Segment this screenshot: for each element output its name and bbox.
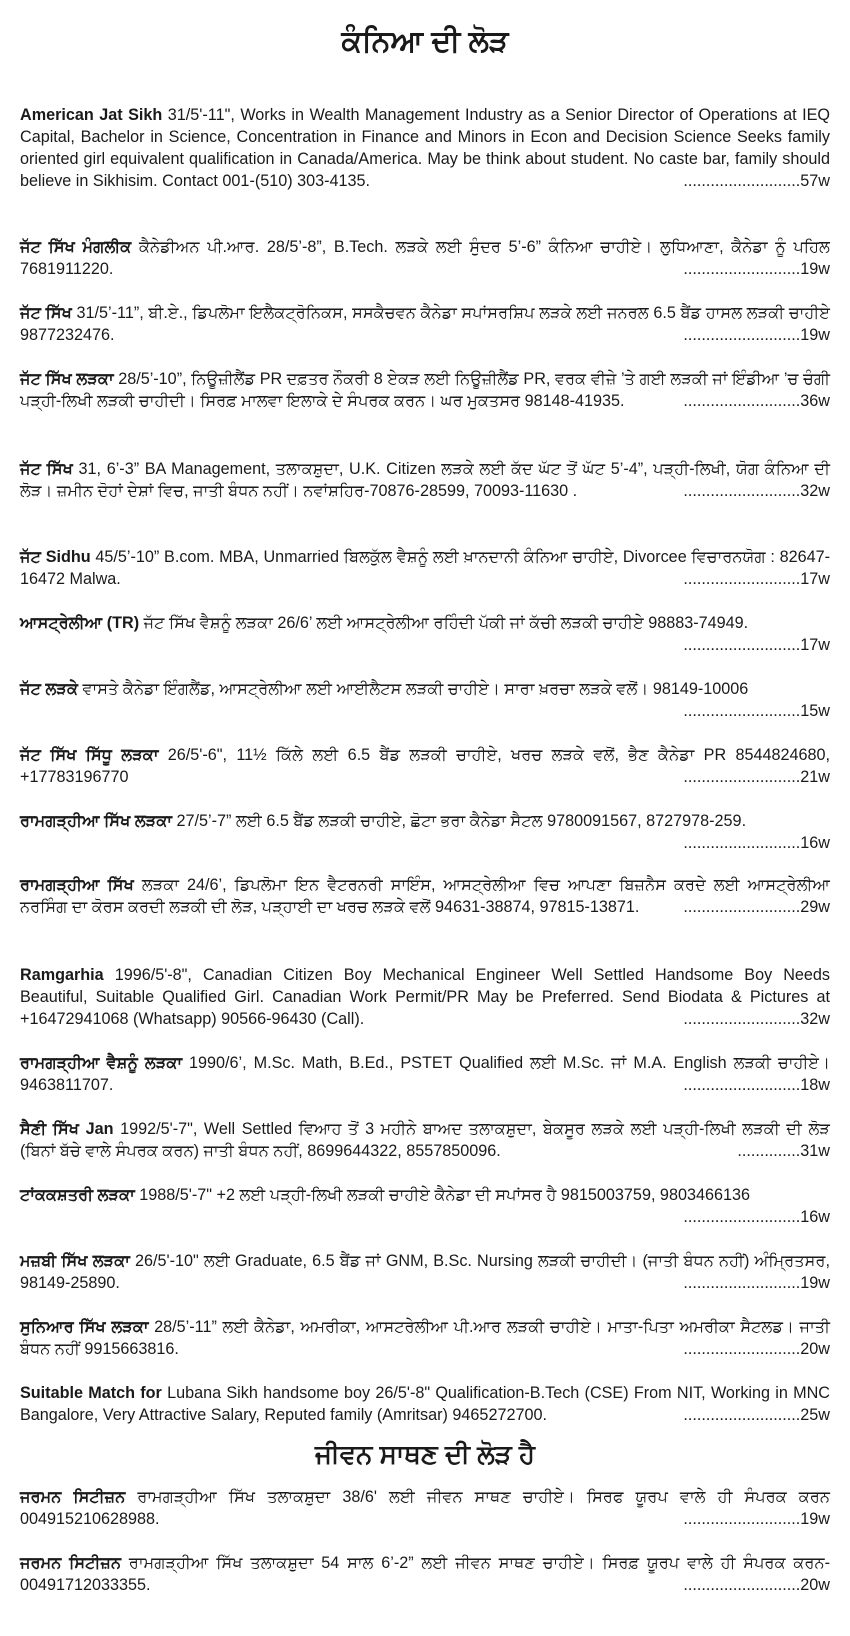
- ad-lead: Ramgarhia: [20, 966, 104, 984]
- classified-ad: [20, 104, 830, 192]
- ad-word-count: ..........................19w: [683, 326, 830, 344]
- ad-body: 1990/6’, M.Sc. Math, B.Ed., PSTET Qualified ਲਈ M.Sc. ਜਾਂ M.A. English ਲੜਕੀ ਚਾਹੀਏ। 9463811707.: [20, 1054, 830, 1094]
- ad-body: 26/5'-10" ਲਈ Graduate, 6.5 ਬੈਂਡ ਜਾਂ GNM, B.Sc. Nursing ਲੜਕੀ ਚਾਹੀਦੀ। (ਜਾਤੀ ਬੰਧਨ ਨਹੀਂ) ਅੰਮ੍ਰਿਤਸਰ, 98149-25890.: [20, 1252, 830, 1292]
- ad-body: 26/5'-6", 11½ ਕਿੱਲੇ ਲਈ 6.5 ਬੈਂਡ ਲੜਕੀ ਚਾਹੀਏ, ਖਰਚ ਲੜਕੇ ਵਲੋਂ, ਭੈਣ ਕੈਨੇਡਾ PR 8544824680, +17783196770: [20, 746, 830, 786]
- ad-lead: American Jat Sikh: [20, 106, 163, 124]
- classified-ad: [20, 744, 830, 788]
- ad-lead: ਜਰਮਨ ਸਿਟੀਜ਼ਨ: [20, 1554, 122, 1572]
- ad-body: 28/5’-10”, ਨਿਊਜ਼ੀਲੈਂਡ PR ਦਫ਼ਤਰ ਨੌਕਰੀ 8 ਏਕੜ ਲਈ ਨਿਊਜ਼ੀਲੈਂਡ PR, ਵਰਕ ਵੀਜ਼ੇ ’ਤੇ ਗਈ ਲੜਕੀ ਜਾਂ ਇੰਡੀਆ ’ਚ ਚੰਗੀ ਪੜ੍ਹੀ-ਲਿਖੀ ਲੜਕੀ ਚਾਹੀਦੀ। ਸਿਰਫ਼ ਮਾਲਵਾ ਇਲਾਕੇ ਦੇ ਸੰਪਰਕ ਕਰਨ। ਘਰ ਮੁਕਤਸਰ 98148-41935.: [20, 370, 831, 410]
- ad-word-count: ..........................32w: [683, 1010, 830, 1028]
- ad-body: ਕੈਨੇਡੀਅਨ ਪੀ.ਆਰ. 28/5’-8”, B.Tech. ਲੜਕੇ ਲਈ ਸੁੰਦਰ 5’-6” ਕੰਨਿਆ ਚਾਹੀਏ। ਲੁਧਿਆਣਾ, ਕੈਨੇਡਾ ਨੂੰ ਪਹਿਲ 7681911220.: [20, 238, 830, 278]
- ad-word-count: ..........................16w: [683, 834, 830, 852]
- ad-word-count: ..........................20w: [683, 1340, 830, 1358]
- ad-lead: ਸੈਣੀ ਸਿੱਖ Jan: [20, 1120, 114, 1138]
- ad-body: 27/5’-7” ਲਈ 6.5 ਬੈਂਡ ਲੜਕੀ ਚਾਹੀਏ, ਛੋਟਾ ਭਰਾ ਕੈਨੇਡਾ ਸੈਟਲ 9780091567, 8727978-259.: [172, 812, 747, 830]
- section-heading-bride-wanted: ਕੰਨਿਆ ਦੀ ਲੋੜ: [341, 25, 509, 58]
- classified-ad: [20, 368, 830, 412]
- ad-body: ਰਾਮਗੜ੍ਹੀਆ ਸਿੱਖ ਤਲਾਕਸ਼ੁਦਾ 54 ਸਾਲ 6’-2” ਲਈ ਜੀਵਨ ਸਾਥਣ ਚਾਹੀਏ। ਸਿਰਫ਼ ਯੂਰਪ ਵਾਲੇ ਹੀ ਸੰਪਰਕ ਕਰਨ- 00491712033355.: [20, 1554, 830, 1594]
- classified-ad: [20, 678, 830, 722]
- ad-lead: ਟਾਂਕਕਸ਼ਤਰੀ ਲੜਕਾ: [20, 1186, 135, 1204]
- ad-body: 31, 6’-3” BA Management, ਤਲਾਕਸ਼ੁਦਾ, U.K. Citizen ਲੜਕੇ ਲਈ ਕੱਦ ਘੱਟ ਤੋਂ ਘੱਟ 5’-4”, ਪੜ੍ਹੀ-ਲਿਖੀ, ਯੋਗ ਕੰਨਿਆ ਦੀ ਲੋੜ। ਜ਼ਮੀਨ ਦੋਹਾਂ ਦੇਸ਼ਾਂ ਵਿਚ, ਜਾਤੀ ਬੰਧਨ ਨਹੀਂ। ਨਵਾਂਸ਼ਹਿਰ-70876-28599, 70093-11630 .: [20, 460, 831, 500]
- ad-word-count: ..........................18w: [683, 1076, 830, 1094]
- ad-body: ਵਾਸਤੇ ਕੈਨੇਡਾ ਇੰਗਲੈਂਡ, ਆਸਟ੍ਰੇਲੀਆ ਲਈ ਆਈਲੈਟਸ ਲੜਕੀ ਚਾਹੀਏ। ਸਾਰਾ ਖ਼ਰਚਾ ਲੜਕੇ ਵਲੋਂ। 98149-10006: [78, 680, 749, 698]
- ad-lead: ਜੱਟ ਸਿੱਖ: [20, 460, 73, 478]
- ad-body: 1992/5'-7", Well Settled ਵਿਆਹ ਤੋਂ 3 ਮਹੀਨੇ ਬਾਅਦ ਤਲਾਕਸ਼ੁਦਾ, ਬੇਕਸੂਰ ਲੜਕੇ ਲਈ ਪੜ੍ਹੀ-ਲਿਖੀ ਲੜਕੀ ਦੀ ਲੋੜ (ਬਿਨਾਂ ਬੱਚੇ ਵਾਲੇ ਸੰਪਰਕ ਕਰਨ) ਜਾਤੀ ਬੰਧਨ ਨਹੀਂ, 8699644322, 8557850096.: [20, 1120, 830, 1160]
- classified-ad: [20, 1118, 830, 1162]
- ad-body: ਜੱਟ ਸਿੱਖ ਵੈਸ਼ਨੂੰ ਲੜਕਾ 26/6’ ਲਈ ਆਸਟ੍ਰੇਲੀਆ ਰਹਿੰਦੀ ਪੱਕੀ ਜਾਂ ਕੱਚੀ ਲੜਕੀ ਚਾਹੀਏ 98883-74949.: [139, 614, 749, 632]
- ad-word-count: ..........................19w: [683, 1510, 830, 1528]
- ad-word-count: ..........................25w: [683, 1406, 830, 1424]
- ad-body: ਰਾਮਗੜ੍ਹੀਆ ਸਿੱਖ ਤਲਾਕਸ਼ੁਦਾ 38/6' ਲਈ ਜੀਵਨ ਸਾਥਣ ਚਾਹੀਏ। ਸਿਰਫ ਯੂਰਪ ਵਾਲੇ ਹੀ ਸੰਪਰਕ ਕਰਨ 004915210628988.: [20, 1488, 830, 1528]
- ad-word-count: ..............31w: [737, 1142, 830, 1160]
- ad-body: 45/5’-10” B.com. MBA, Unmarried ਬਿਲਕੁੱਲ ਵੈਸ਼ਨੂੰ ਲਈ ਖ਼ਾਨਦਾਨੀ ਕੰਨਿਆ ਚਾਹੀਏ, Divorcee ਵਿਚਾਰਨਯੋਗ : 82647-16472 Malwa.: [20, 548, 831, 588]
- classified-ad: [20, 1250, 830, 1294]
- ad-lead: ਜੱਟ ਸਿੱਖ ਲੜਕਾ: [20, 370, 114, 388]
- ad-lead: ਜਰਮਨ ਸਿਟੀਜ਼ਨ: [20, 1488, 126, 1506]
- ad-body: 1988/5'-7" +2 ਲਈ ਪੜ੍ਹੀ-ਲਿਖੀ ਲੜਕੀ ਚਾਹੀਏ ਕੈਨੇਡਾ ਦੀ ਸਪਾਂਸਰ ਹੈ 9815003759, 9803466136: [134, 1186, 750, 1204]
- ad-lead: ਜੱਟ ਸਿੱਖ: [20, 304, 72, 322]
- ad-word-count: ..........................32w: [683, 482, 830, 500]
- ad-word-count: ..........................29w: [683, 898, 830, 916]
- classified-ad: [20, 874, 830, 918]
- ad-body: 31/5'-11", Works in Wealth Management Industry as a Senior Director of Operations at IEQ Capital, Bachelor in Science, Concentration in Finance and Minors in Econ and Decision Science Seeks family oriented girl equivalent qualification in Canada/America. May be think about student. No caste bar, family should believe in Sikhisim. Contact 001-(510) 303-4135.: [20, 106, 830, 190]
- classified-ad: [20, 546, 830, 590]
- classified-ad: [20, 1316, 830, 1360]
- classified-ad: [20, 1184, 830, 1228]
- ad-word-count: ..........................36w: [683, 392, 830, 410]
- classified-ad: [20, 1052, 830, 1096]
- ad-word-count: ..........................19w: [683, 1274, 830, 1292]
- classified-ad: [20, 458, 830, 502]
- ad-body: 31/5’-11”, ਬੀ.ਏ., ਡਿਪਲੋਮਾ ਇਲੈਕਟ੍ਰੋਨਿਕਸ, ਸਸਕੈਚਵਨ ਕੈਨੇਡਾ ਸਪਾਂਸਰਸ਼ਿਪ ਲੜਕੇ ਲਈ ਜਨਰਲ 6.5 ਬੈਂਡ ਹਾਸਲ ਲੜਕੀ ਚਾਹੀਏ 9877232476.: [20, 304, 831, 344]
- ad-body: ਲੜਕਾ 24/6’, ਡਿਪਲੋਮਾ ਇਨ ਵੈਟਰਨਰੀ ਸਾਇੰਸ, ਆਸਟ੍ਰੇਲੀਆ ਵਿਚ ਆਪਣਾ ਬਿਜ਼ਨੈਸ ਕਰਦੇ ਲਈ ਆਸਟ੍ਰੇਲੀਆ ਨਰਸਿੰਗ ਦਾ ਕੋਰਸ ਕਰਦੀ ਲੜਕੀ ਦੀ ਲੋੜ, ਪੜ੍ਹਾਈ ਦਾ ਖਰਚ ਲੜਕੇ ਵਲੋਂ 94631-38874, 97815-13871.: [20, 876, 830, 916]
- classified-ad: [20, 236, 830, 280]
- ad-word-count: ..........................20w: [683, 1576, 830, 1594]
- ad-lead: ਜੱਟ Sidhu: [20, 548, 91, 566]
- ad-word-count: ..........................57w: [683, 172, 830, 190]
- classified-ad: [20, 1552, 830, 1596]
- ad-lead: ਜੱਟ ਸਿੱਖ ਸਿੱਧੂ ਲੜਕਾ: [20, 746, 159, 764]
- ad-word-count: ..........................19w: [683, 260, 830, 278]
- ad-lead: ਮਜ਼ਬੀ ਸਿੱਖ ਲੜਕਾ: [20, 1252, 130, 1270]
- classified-ad: [20, 1382, 830, 1426]
- ad-word-count: ..........................15w: [683, 702, 830, 720]
- ad-lead: ਜੱਟ ਲੜਕੇ: [20, 680, 78, 698]
- ad-lead: ਸੁਨਿਆਰ ਸਿੱਖ ਲੜਕਾ: [20, 1318, 149, 1336]
- ad-lead: ਰਾਮਗੜ੍ਹੀਆ ਸਿੱਖ: [20, 876, 134, 894]
- ad-body: Lubana Sikh handsome boy 26/5'-8" Qualification-B.Tech (CSE) From NIT, Working in MNC Bangalore, Very Attractive Salary, Reputed family (Amritsar) 9465272700.: [20, 1384, 830, 1424]
- ad-body: 28/5’-11” ਲਈ ਕੈਨੇਡਾ, ਅਮਰੀਕਾ, ਆਸਟਰੇਲੀਆ ਪੀ.ਆਰ ਲੜਕੀ ਚਾਹੀਏ। ਮਾਤਾ-ਪਿਤਾ ਅਮਰੀਕਾ ਸੈਟਲਡ। ਜਾਤੀ ਬੰਧਨ ਨਹੀਂ 9915663816.: [20, 1318, 830, 1358]
- ad-lead: ਆਸਟ੍ਰੇਲੀਆ (TR): [20, 614, 140, 632]
- section-heading-life-partner-wanted: ਜੀਵਨ ਸਾਥਣ ਦੀ ਲੋੜ ਹੈ: [315, 1439, 535, 1469]
- ad-lead: ਜੱਟ ਸਿੱਖ ਮੰਗਲੀਕ: [20, 238, 132, 256]
- classified-ad: [20, 612, 830, 656]
- classified-ad: [20, 302, 830, 346]
- classified-ad: [20, 810, 830, 854]
- ad-lead: ਰਾਮਗੜ੍ਹੀਆ ਵੈਸ਼ਨੂੰ ਲੜਕਾ: [20, 1054, 183, 1072]
- ad-lead: ਰਾਮਗੜ੍ਹੀਆ ਸਿੱਖ ਲੜਕਾ: [20, 812, 173, 830]
- ad-word-count: ..........................17w: [683, 636, 830, 654]
- ad-word-count: ..........................16w: [683, 1208, 830, 1226]
- ad-lead: Suitable Match for: [20, 1384, 162, 1402]
- ad-body: 1996/5'-8", Canadian Citizen Boy Mechanical Engineer Well Settled Handsome Boy Needs Beautiful, Suitable Qualified Girl. Canadian Work Permit/PR May be Preferred. Send Biodata & Pictures at +16472941068 (Whatsapp) 90566-96430 (Call).: [20, 966, 830, 1028]
- ad-word-count: ..........................21w: [683, 768, 830, 786]
- ad-word-count: ..........................17w: [683, 570, 830, 588]
- classified-ad: [20, 964, 830, 1030]
- classified-ad: [20, 1486, 830, 1530]
